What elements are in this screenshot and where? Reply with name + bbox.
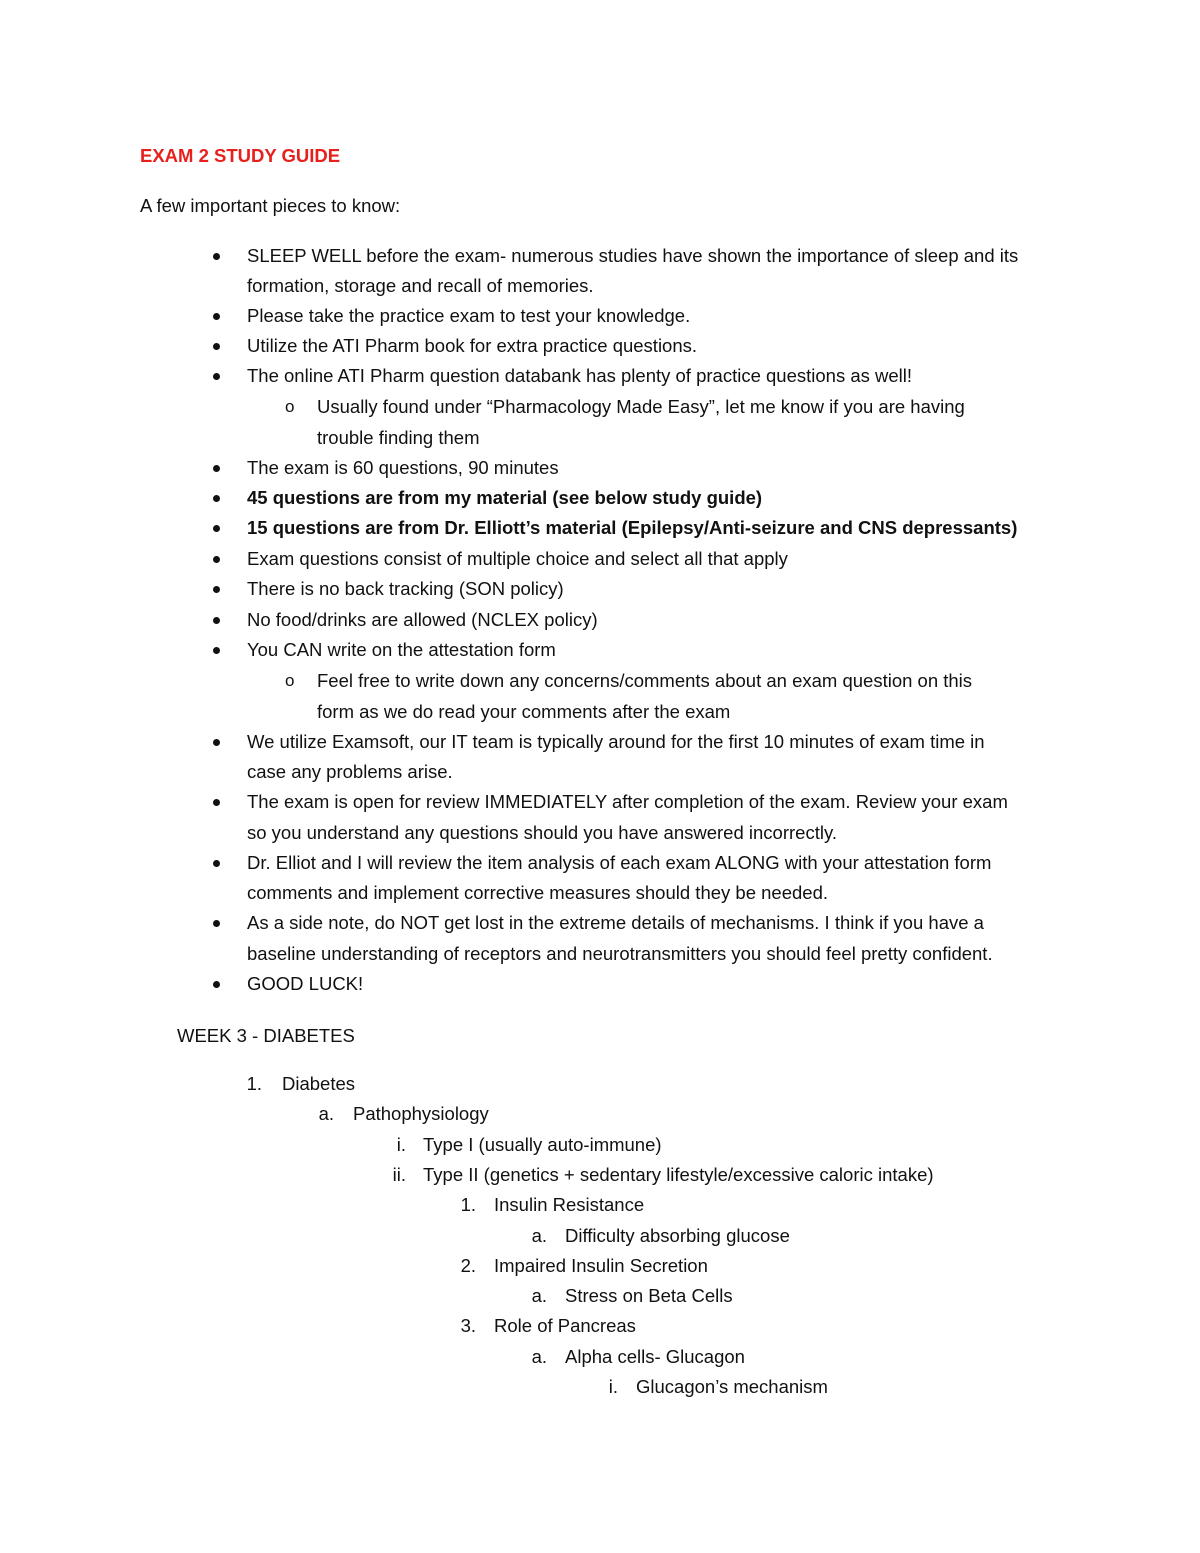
list-item: Please take the practice exam to test your knowledge. [247,305,691,326]
bullet-dot [213,556,220,563]
bullet-dot [213,981,220,988]
outline-item: Glucagon’s mechanism [636,1376,828,1397]
intro-text: A few important pieces to know: [140,195,401,216]
outline-marker: a. [531,1225,547,1246]
list-item: baseline understanding of receptors and neurotransmitters you should feel pretty confident. [247,943,993,964]
doc-title: EXAM 2 STUDY GUIDE [140,145,341,166]
list-item: Usually found under “Pharmacology Made Easy”, let me know if you are having [317,396,965,417]
outline-item: Pathophysiology [353,1103,489,1124]
list-item: Exam questions consist of multiple choice and select all that apply [247,548,788,569]
bullet-dot [213,313,220,320]
list-item: 45 questions are from my material (see below study guide) [247,487,763,508]
list-item: The exam is open for review IMMEDIATELY after completion of the exam. Review your exam [247,791,1008,812]
outline-marker: i. [608,1376,618,1397]
bullet-dot [213,373,220,380]
list-item: The exam is 60 questions, 90 minutes [247,457,559,478]
list-item: Feel free to write down any concerns/comments about an exam question on this [317,670,973,691]
list-item: The online ATI Pharm question databank has plenty of practice questions as well! [247,365,913,386]
outline-item: Type I (usually auto-immune) [423,1134,662,1155]
bullet-dot [213,343,220,350]
list-item: Utilize the ATI Pharm book for extra practice questions. [247,335,698,356]
sub-bullet-marker: o [285,397,295,416]
outline-item: Impaired Insulin Secretion [494,1255,708,1276]
list-item: case any problems arise. [247,761,453,782]
bullet-dot [213,525,220,532]
outline-marker: i. [396,1134,406,1155]
list-item: comments and implement corrective measures should they be needed. [247,882,828,903]
list-item: so you understand any questions should you have answered incorrectly. [247,822,837,843]
outline-item: Type II (genetics + sedentary lifestyle/excessive caloric intake) [423,1164,934,1185]
bullet-dot [213,799,220,806]
list-item: There is no back tracking (SON policy) [247,578,564,599]
bullet-dot [213,495,220,502]
outline-item: Diabetes [282,1073,356,1094]
outline-marker: ii. [392,1164,406,1185]
outline-marker: a. [531,1285,547,1306]
bullet-dot [213,647,220,654]
bullet-dot [213,617,220,624]
outline-marker: 1. [460,1194,476,1215]
list-item: formation, storage and recall of memories. [247,275,594,296]
list-item: form as we do read your comments after the exam [317,701,731,722]
list-item: SLEEP WELL before the exam- numerous studies have shown the importance of sleep and its [247,245,1019,266]
bullet-dot [213,920,220,927]
sub-bullet-marker: o [285,671,295,690]
outline-item: Role of Pancreas [494,1315,636,1336]
list-item: As a side note, do NOT get lost in the extreme details of mechanisms. I think if you have a [247,912,984,933]
bullet-dot [213,586,220,593]
week-heading: WEEK 3 - DIABETES [177,1025,355,1046]
outline-item: Stress on Beta Cells [565,1285,733,1306]
list-item: 15 questions are from Dr. Elliott’s material (Epilepsy/Anti-seizure and CNS depressants) [247,517,1018,538]
list-item: Dr. Elliot and I will review the item analysis of each exam ALONG with your attestation form [247,852,992,873]
outline-marker: 1. [246,1073,262,1094]
list-item: No food/drinks are allowed (NCLEX policy) [247,609,598,630]
outline-item: Insulin Resistance [494,1194,645,1215]
outline-item: Alpha cells- Glucagon [565,1346,745,1367]
list-item: GOOD LUCK! [247,973,364,994]
bullet-dot [213,860,220,867]
outline-marker: a. [318,1103,334,1124]
list-item: We utilize Examsoft, our IT team is typically around for the first 10 minutes of exam time in [247,731,985,752]
outline-marker: 3. [460,1315,476,1336]
outline-marker: a. [531,1346,547,1367]
list-item: You CAN write on the attestation form [247,639,556,660]
list-item: trouble finding them [317,427,480,448]
bullet-dot [213,253,220,260]
bullet-dot [213,739,220,746]
outline-marker: 2. [460,1255,476,1276]
outline-item: Difficulty absorbing glucose [565,1225,790,1246]
bullet-dot [213,465,220,472]
